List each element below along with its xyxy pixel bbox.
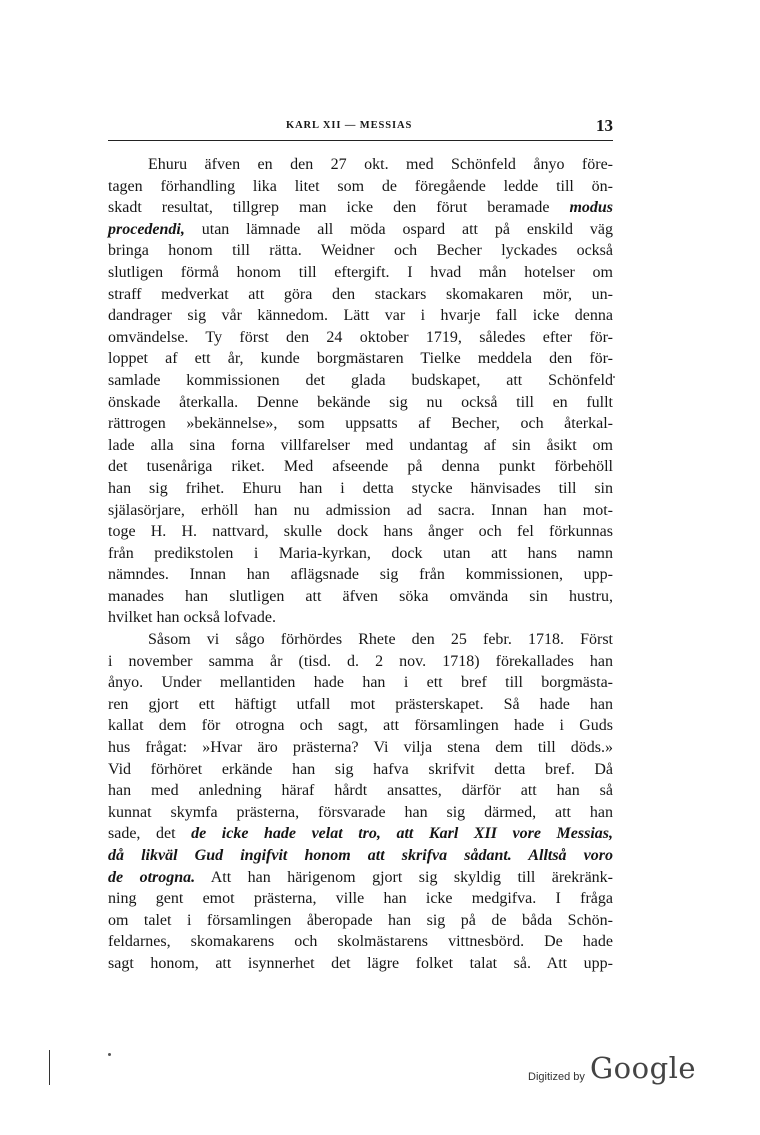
text-line: nämndes. Innan han aflägsnade sig från kommissionen, upp- <box>108 566 613 584</box>
page-header <box>108 118 613 140</box>
italic-phrase: de otrogna. <box>108 868 196 886</box>
text-line: sagt honom, att isynnerhet det lägre folket talat så. Att upp- <box>108 954 613 972</box>
text-line: rättrogen »bekännelse», som uppsatts af Becher, och återkal- <box>108 415 613 433</box>
text-line: dandrager sig vår kännedom. Lätt var i hvarje fall icke denna <box>108 307 613 325</box>
text-line: omvändelse. Ty först den 24 oktober 1719, således efter för- <box>108 328 613 346</box>
italic-phrase: procedendi, <box>108 220 185 238</box>
text-span: utan lämnade all möda ospard att på enskild väg <box>201 220 614 238</box>
text-line <box>108 845 613 867</box>
text-line: kunnat skymfa prästerna, försvarade han sig därmed, att han <box>108 803 613 821</box>
text-line: själasörjare, erhöll han nu admission ad sacra. Innan han mot- <box>108 501 613 519</box>
italic-phrase: de icke hade velat tro, att Karl XII vore Messias, <box>191 825 613 843</box>
text-line: ning gent emot prästerna, ville han icke medgifva. I fråga <box>108 890 613 908</box>
text-line: Ehuru äfven en den 27 okt. med Schönfeld ånyo före- <box>148 156 613 173</box>
text-line: från predikstolen i Maria-kyrkan, dock utan att hans namn <box>108 544 613 562</box>
text-line: samlade kommissionen det glada budskapet, att Schönfeld <box>108 371 613 389</box>
text-line: manades han slutligen att äfven söka omvända sin hustru, <box>108 587 613 605</box>
text-line: bringa honom till rätta. Weidner och Becher lyckades också <box>108 242 613 260</box>
italic-phrase: då likväl Gud ingifvit honom att skrifva sådant. Alltså voro <box>108 847 613 864</box>
text-line: loppet af ett år, kunde borgmästaren Tielke meddela den för- <box>108 350 613 368</box>
text-line: det tusenåriga riket. Med afseende på denna punkt förbehöll <box>108 458 613 476</box>
text-line: ånyo. Under mellantiden hade han i ett bref till borgmästa- <box>108 674 613 692</box>
text-span: skadt resultat, tillgrep man icke den förut beramade <box>108 199 550 217</box>
text-line: tagen förhandling lika litet som de föregående ledde till ön- <box>108 177 613 195</box>
scan-speck <box>613 376 615 378</box>
text-line: han sig frihet. Ehuru han i detta stycke hänvisades till sin <box>108 479 613 497</box>
page-number: 13 <box>596 116 613 135</box>
watermark-prefix: Digitized by <box>528 1071 585 1083</box>
text-line: Såsom vi sågo förhördes Rhete den 25 febr. 1718. Först <box>148 631 613 649</box>
text-span: Att han härigenom gjort sig skyldig till ärekränk- <box>210 868 614 886</box>
text-line: hvilket han också lofvade. <box>108 609 276 627</box>
text-line <box>108 867 613 889</box>
text-line: feldarnes, skomakarens och skolmästarens vittnesbörd. De hade <box>108 933 613 951</box>
text-line: lade alla sina forna villfarelser med undantag af sin åsikt om <box>108 436 613 454</box>
text-line: toge H. H. nattvard, skulle dock hans ånger och fel förkunnas <box>108 523 613 541</box>
text-line: om talet i församlingen åberopade han sig på de båda Schön- <box>108 911 613 929</box>
text-line: önskade återkalla. Denne bekände sig nu också till en fullt <box>108 393 613 411</box>
text-span: sade, det <box>108 825 176 843</box>
text-line <box>108 219 613 241</box>
text-line: kallat dem för otrogna och sagt, att församlingen hade i Guds <box>108 717 613 735</box>
body-text <box>108 154 613 975</box>
text-line: ren gjort ett häftigt utfall mot prästerskapet. Så hade han <box>108 695 613 713</box>
text-line: straff medverkat att göra den stackars skomakaren mör, un- <box>108 285 613 303</box>
text-line: han med anledning häraf hårdt ansattes, därför att han så <box>108 782 613 800</box>
running-title: KARL XII — MESSIAS <box>286 120 413 131</box>
scan-margin-mark <box>49 1050 50 1085</box>
text-line: slutligen förmå honom till eftergift. I hvad mån hotelser om <box>108 263 613 281</box>
digitized-by-google-watermark <box>528 1051 697 1093</box>
text-line <box>108 823 613 845</box>
scan-speck <box>108 1053 111 1056</box>
text-line: hus frågat: »Hvar äro prästerna? Vi vilja stena dem till döds.» <box>108 739 613 757</box>
italic-phrase: modus <box>569 199 614 217</box>
text-line <box>108 197 613 219</box>
google-logo: Google <box>590 1051 697 1085</box>
header-rule <box>108 140 613 141</box>
text-line: i november samma år (tisd. d. 2 nov. 1718) förekallades han <box>108 652 613 670</box>
text-line: Vid förhöret erkände han sig hafva skrifvit detta bref. Då <box>108 760 613 778</box>
